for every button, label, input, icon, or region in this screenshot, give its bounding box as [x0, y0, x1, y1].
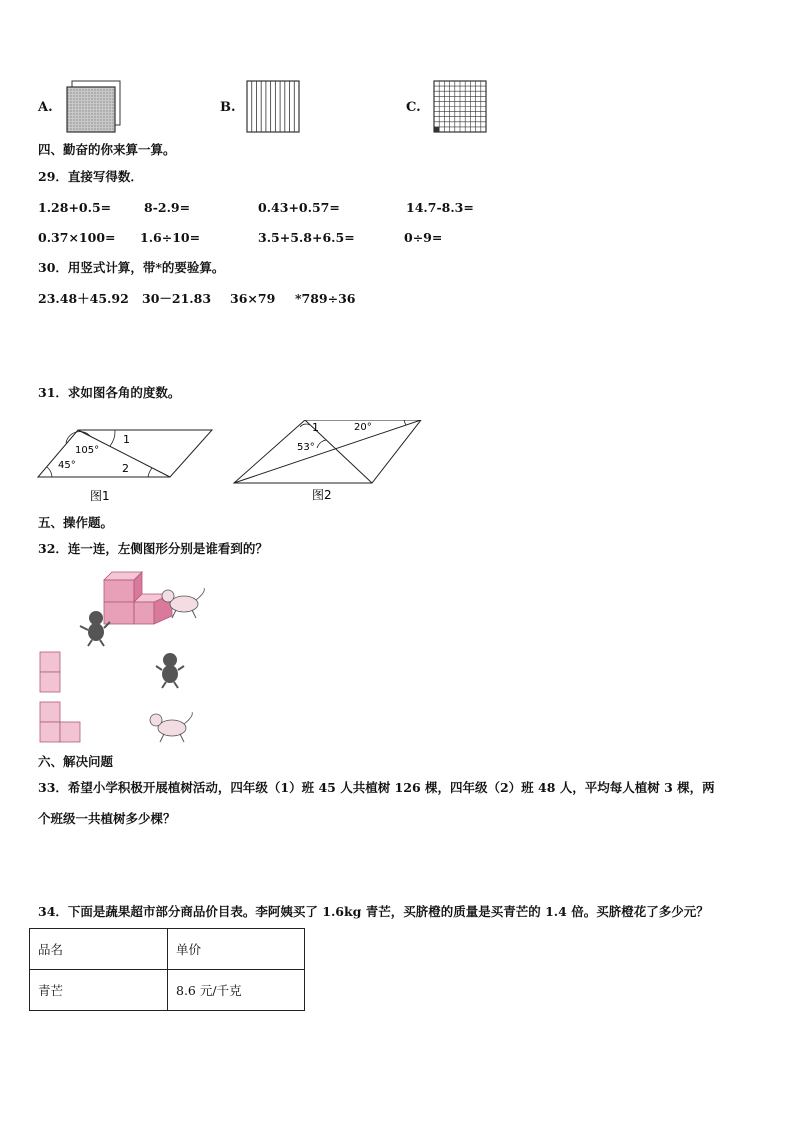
q31-title: 31．求如图各角的度数。 [38, 385, 181, 400]
option-c-label: C. [406, 100, 421, 115]
fig2-angle-53: 53° [297, 442, 315, 453]
q29-item: 1.6÷10= [140, 230, 201, 245]
option-b-figure [246, 80, 302, 134]
q33-line2: 个班级一共植树多少棵？ [38, 811, 176, 826]
option-b-label: B. [220, 100, 236, 115]
q29-item: 8-2.9= [144, 200, 191, 215]
fig2-angle-20: 20° [354, 422, 372, 433]
fig1-angle-45: 45° [58, 460, 76, 471]
monkey-icon [156, 653, 184, 688]
option-a-figure [64, 80, 122, 134]
q29-item: 0.43+0.57= [258, 200, 340, 215]
option-c-figure [433, 80, 489, 134]
q31-figures [30, 420, 430, 506]
q33-line1: 33．希望小学积极开展植树活动，四年级（1）班 45 人共植树 126 棵，四年级（2）班 48 人，平均每人植树 3 棵，两 [38, 780, 715, 795]
q29-title: 29．直接写得数． [38, 169, 143, 184]
table-row [30, 970, 305, 1011]
option-a-label: A. [38, 100, 53, 115]
cube-stack [104, 572, 172, 624]
q29-item: 0÷9= [404, 230, 443, 245]
section-4-title: 四、勤奋的你来算一算。 [38, 142, 176, 157]
dog-icon [150, 712, 192, 742]
table-header-row [30, 929, 305, 970]
q29-item: 14.7-8.3= [406, 200, 474, 215]
q30-item: 23.48＋45.92 [38, 291, 129, 306]
q29-item: 3.5+5.8+6.5= [258, 230, 355, 245]
q32-scene [36, 566, 216, 750]
fig2-parallelogram [234, 420, 421, 502]
q32-title: 32．连一连，左侧图形分别是谁看到的？ [38, 541, 268, 556]
fig1-label-2: 2 [122, 462, 129, 475]
fig1-label-1: 1 [123, 433, 130, 446]
grid-shaded-cell [434, 127, 439, 132]
q29-item: 1.28+0.5= [38, 200, 112, 215]
table-cell: 8.6 元/千克 [168, 970, 305, 1011]
section-6-title: 六、解决问题 [38, 754, 114, 769]
fig2-caption: 图2 [312, 488, 332, 502]
view-shape-vertical [40, 652, 60, 692]
section-5-title: 五、操作题。 [38, 515, 114, 530]
table-header-cell: 单价 [168, 929, 305, 970]
table-cell: 青芒 [30, 970, 168, 1011]
q34-text: 34．下面是蔬果超市部分商品价目表。李阿姨买了 1.6kg 青芒，买脐橙的质量是买青芒的 1.4 倍。买脐橙花了多少元？ [38, 904, 709, 919]
fig1-parallelogram [38, 430, 212, 503]
q29-item: 0.37×100= [38, 230, 116, 245]
view-shape-l [40, 702, 80, 742]
q30-item: 36×79 [230, 291, 276, 306]
price-table [29, 928, 305, 1011]
q30-title: 30．用竖式计算，带*的要验算。 [38, 260, 225, 275]
fig1-angle-105: 105° [75, 445, 100, 456]
q30-item: 30－21.83 [142, 291, 212, 306]
table-header-cell: 品名 [30, 929, 168, 970]
fig1-caption: 图1 [90, 489, 110, 503]
fig2-label-1: 1 [312, 421, 319, 434]
q30-item: *789÷36 [295, 291, 356, 306]
